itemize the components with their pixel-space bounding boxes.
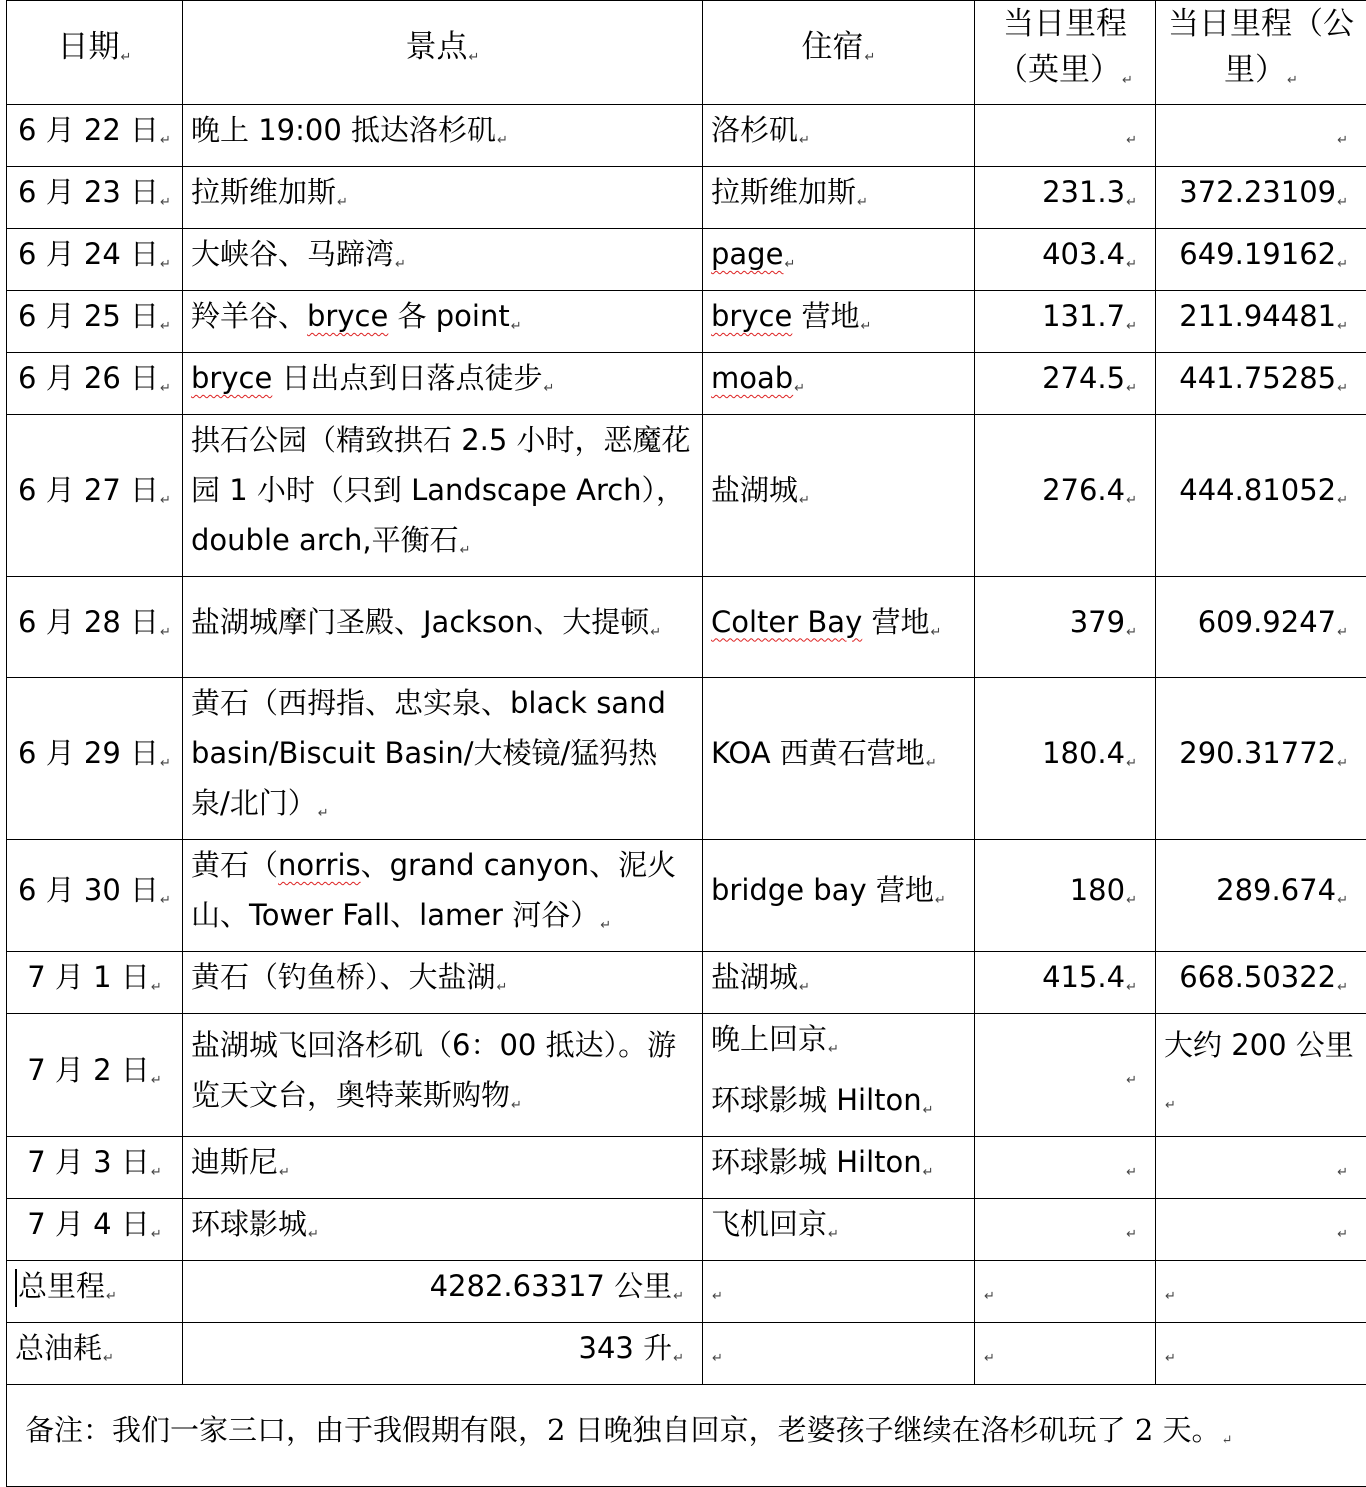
spots-cell: [183, 353, 703, 415]
paragraph-mark-icon: ↵: [160, 319, 171, 334]
km-text: 289.674: [1216, 873, 1336, 907]
paragraph-mark-icon: ↵: [460, 543, 471, 558]
spots-cell: [183, 415, 703, 577]
date-text: 6 月 22 日: [18, 113, 159, 147]
miles-text: 131.7: [1042, 299, 1125, 333]
spots-cell: [183, 840, 703, 952]
miles-cell: [975, 1137, 1156, 1199]
spots-text: 拱石公园（精致拱石 2.5 小时，恶魔花园 1 小时（只到 Landscape Arch），double arch,平衡石: [191, 423, 691, 557]
table-row: [7, 353, 1366, 415]
lodging-text: moab: [711, 361, 793, 395]
paragraph-mark-icon: ↵: [1126, 319, 1137, 334]
spots-cell: [183, 1199, 703, 1261]
lodging-text: 拉斯维加斯: [711, 175, 856, 209]
spots-text: 大峡谷、马蹄湾: [191, 237, 394, 271]
miles-text: 403.4: [1042, 237, 1125, 271]
paragraph-mark-icon: ↵: [1337, 133, 1348, 148]
paragraph-mark-icon: ↵: [799, 980, 810, 995]
paragraph-mark-icon: ↵: [160, 625, 171, 640]
date-text: 7 月 3 日: [27, 1145, 150, 1179]
lodging-cell: [703, 840, 975, 952]
spots-text: 黄石（钓鱼桥）、大盐湖: [191, 960, 496, 994]
empty-cell: [703, 1261, 975, 1323]
date-cell: [7, 678, 183, 840]
note-text: [7, 1385, 1366, 1487]
header-spots: 景点↵: [183, 1, 703, 105]
header-date: 日期↵: [7, 1, 183, 105]
lodging-text: bridge bay 营地: [711, 873, 934, 907]
paragraph-mark-icon: ↵: [1126, 1227, 1137, 1242]
paragraph-mark-icon: ↵: [799, 133, 810, 148]
paragraph-mark-icon: ↵: [279, 1165, 290, 1180]
lodging-cell: [703, 1199, 975, 1261]
date-text: 6 月 25 日: [18, 299, 159, 333]
lodging-cell: [703, 1137, 975, 1199]
spots-cell: [183, 577, 703, 678]
paragraph-mark-icon: ↵: [308, 1227, 319, 1242]
date-cell: [7, 353, 183, 415]
paragraph-mark-icon: ↵: [511, 1098, 522, 1113]
paragraph-mark-icon: ↵: [794, 381, 805, 396]
miles-text: 379: [1070, 605, 1125, 639]
paragraph-mark-icon: ↵: [1126, 381, 1137, 396]
paragraph-mark-icon: ↵: [784, 257, 795, 272]
paragraph-mark-icon: ↵: [1165, 1351, 1176, 1366]
miles-text: 415.4: [1042, 960, 1125, 994]
date-cell: [7, 952, 183, 1014]
date-cell: [7, 1014, 183, 1137]
lodging-cell: [703, 167, 975, 229]
lodging-text: 盐湖城: [711, 960, 798, 994]
spots-cell: [183, 291, 703, 353]
table-row: [7, 1014, 1366, 1137]
miles-cell: [975, 229, 1156, 291]
table-row: [7, 415, 1366, 577]
totals-label-text: 总油耗: [15, 1331, 102, 1365]
spots-text: 黄石（西拇指、忠实泉、black sand basin/Biscuit Basin/大棱镜/猛犸热泉/北门）: [191, 686, 666, 820]
lodging-cell: [703, 678, 975, 840]
date-text: 6 月 23 日: [18, 175, 159, 209]
header-km: 当日里程（公里）↵: [1156, 1, 1366, 105]
paragraph-mark-icon: ↵: [712, 1289, 723, 1304]
lodging-text: 营地: [792, 299, 859, 333]
empty-cell: [975, 1261, 1156, 1323]
totals-label-text: 总里程: [18, 1269, 105, 1303]
paragraph-mark-icon: ↵: [923, 1103, 934, 1118]
lodging-text: 环球影城 Hilton: [711, 1145, 922, 1179]
paragraph-mark-icon: ↵: [103, 1351, 114, 1366]
km-text: 372.23109: [1179, 175, 1336, 209]
paragraph-mark-icon: ↵: [1126, 1073, 1137, 1088]
miles-cell: [975, 415, 1156, 577]
itinerary-table: [6, 0, 1366, 1487]
paragraph-mark-icon: ↵: [926, 756, 937, 771]
paragraph-mark-icon: ↵: [1126, 257, 1137, 272]
km-cell: [1156, 291, 1366, 353]
paragraph-mark-icon: ↵: [1337, 493, 1348, 508]
table-row: [7, 952, 1366, 1014]
spots-cell: [183, 952, 703, 1014]
spots-text: 日出点到日落点徒步: [272, 361, 542, 395]
date-text: 6 月 29 日: [18, 736, 159, 770]
paragraph-mark-icon: ↵: [160, 257, 171, 272]
km-cell: [1156, 229, 1366, 291]
spots-text: 、grand canyon、泥火山、Tower Fall、lamer 河谷）: [191, 848, 676, 932]
paragraph-mark-icon: ↵: [160, 195, 171, 210]
paragraph-mark-icon: ↵: [1126, 756, 1137, 771]
miles-cell: [975, 291, 1156, 353]
km-text: 大约 200 公里: [1164, 1028, 1354, 1062]
spots-cell: [183, 1014, 703, 1137]
paragraph-mark-icon: ↵: [984, 1289, 995, 1304]
paragraph-mark-icon: ↵: [984, 1351, 995, 1366]
km-cell: [1156, 952, 1366, 1014]
date-text: 6 月 30 日: [18, 873, 159, 907]
km-text: 649.19162: [1179, 237, 1336, 271]
totals-value-text: 4282.63317 公里: [430, 1269, 673, 1303]
totals-label: [7, 1261, 183, 1323]
paragraph-mark-icon: ↵: [106, 1289, 117, 1304]
date-cell: [7, 840, 183, 952]
empty-cell: [1156, 1323, 1366, 1385]
paragraph-mark-icon: ↵: [511, 319, 522, 334]
paragraph-mark-icon: ↵: [600, 918, 611, 933]
paragraph-mark-icon: ↵: [799, 493, 810, 508]
paragraph-mark-icon: ↵: [923, 1165, 934, 1180]
spots-text: 晚上 19:00 抵达洛杉矶: [191, 113, 496, 147]
km-cell: [1156, 840, 1366, 952]
spots-text: norris: [278, 848, 361, 882]
totals-row: [7, 1261, 1366, 1323]
km-cell: [1156, 678, 1366, 840]
date-text: 7 月 2 日: [27, 1053, 150, 1087]
paragraph-mark-icon: ↵: [861, 319, 872, 334]
date-cell: [7, 577, 183, 678]
paragraph-mark-icon: ↵: [1337, 625, 1348, 640]
lodging-cell: [703, 291, 975, 353]
paragraph-mark-icon: ↵: [1337, 257, 1348, 272]
paragraph-mark-icon: ↵: [160, 756, 171, 771]
paragraph-mark-icon: ↵: [1337, 756, 1348, 771]
paragraph-mark-icon: ↵: [1337, 195, 1348, 210]
note-row: [7, 1385, 1366, 1487]
lodging-cell: [703, 229, 975, 291]
totals-row: [7, 1323, 1366, 1385]
date-text: 6 月 24 日: [18, 237, 159, 271]
lodging-text: 洛杉矶: [711, 113, 798, 147]
spots-text: 盐湖城摩门圣殿、Jackson、大提顿: [191, 605, 649, 639]
spots-cell: [183, 678, 703, 840]
spots-cell: [183, 105, 703, 167]
date-cell: [7, 167, 183, 229]
date-text: 7 月 4 日: [27, 1207, 150, 1241]
paragraph-mark-icon: ↵: [544, 381, 555, 396]
paragraph-mark-icon: ↵: [1126, 1165, 1137, 1180]
paragraph-mark-icon: ↵: [1126, 133, 1137, 148]
empty-cell: [1156, 1261, 1366, 1323]
table-row: [7, 678, 1366, 840]
date-cell: [7, 105, 183, 167]
paragraph-mark-icon: ↵: [1337, 893, 1348, 908]
lodging-text: KOA 西黄石营地: [711, 736, 925, 770]
paragraph-mark-icon: ↵: [151, 1073, 162, 1088]
paragraph-mark-icon: ↵: [1165, 1098, 1176, 1113]
paragraph-mark-icon: ↵: [151, 980, 162, 995]
paragraph-mark-icon: ↵: [857, 195, 868, 210]
date-text: 7 月 1 日: [27, 960, 150, 994]
spots-text: 盐湖城飞回洛杉矶（6：00 抵达）。游览天文台，奥特莱斯购物: [191, 1028, 676, 1112]
miles-cell: [975, 1014, 1156, 1137]
paragraph-mark-icon: ↵: [337, 195, 348, 210]
paragraph-mark-icon: ↵: [1337, 980, 1348, 995]
paragraph-mark-icon: ↵: [1126, 493, 1137, 508]
miles-text: 274.5: [1042, 361, 1125, 395]
note-content: 备注：我们一家三口，由于我假期有限，2 日晚独自回京，老婆孩子继续在洛杉矶玩了 2 天。: [25, 1413, 1221, 1447]
spots-cell: [183, 1137, 703, 1199]
table-row: [7, 840, 1366, 952]
paragraph-mark-icon: ↵: [497, 133, 508, 148]
spots-cell: [183, 167, 703, 229]
paragraph-mark-icon: ↵: [160, 893, 171, 908]
km-text: 211.94481: [1179, 299, 1336, 333]
lodging-text: page: [711, 237, 783, 271]
miles-text: 276.4: [1042, 473, 1125, 507]
empty-cell: [703, 1323, 975, 1385]
miles-cell: [975, 678, 1156, 840]
miles-cell: [975, 105, 1156, 167]
lodging-cell: [703, 1014, 975, 1137]
paragraph-mark-icon: ↵: [151, 1165, 162, 1180]
spots-text: 迪斯尼: [191, 1145, 278, 1179]
spots-text: 黄石（: [191, 848, 278, 882]
km-cell: [1156, 1137, 1366, 1199]
lodging-cell: [703, 353, 975, 415]
paragraph-mark-icon: ↵: [1222, 1433, 1233, 1448]
lodging-line: 环球影城 Hilton: [711, 1083, 922, 1117]
paragraph-mark-icon: ↵: [673, 1289, 684, 1304]
date-cell: [7, 415, 183, 577]
header-row: [7, 1, 1366, 105]
paragraph-mark-icon: ↵: [1126, 195, 1137, 210]
paragraph-mark-icon: ↵: [1337, 1165, 1348, 1180]
paragraph-mark-icon: ↵: [1165, 1289, 1176, 1304]
date-cell: [7, 1137, 183, 1199]
km-cell: [1156, 167, 1366, 229]
lodging-cell: [703, 952, 975, 1014]
totals-value-text: 343 升: [579, 1331, 673, 1365]
header-lodging: 住宿↵: [703, 1, 975, 105]
paragraph-mark-icon: ↵: [673, 1351, 684, 1366]
date-text: 6 月 26 日: [18, 361, 159, 395]
lodging-cell: [703, 105, 975, 167]
spots-text: bryce: [307, 299, 388, 333]
table-row: [7, 291, 1366, 353]
paragraph-mark-icon: ↵: [1126, 893, 1137, 908]
lodging-text: bryce: [711, 299, 792, 333]
spots-text: 羚羊谷、: [191, 299, 307, 333]
totals-label: [7, 1323, 183, 1385]
paragraph-mark-icon: ↵: [1337, 381, 1348, 396]
spots-text: 拉斯维加斯: [191, 175, 336, 209]
table-row: [7, 229, 1366, 291]
table-row: [7, 167, 1366, 229]
km-cell: [1156, 577, 1366, 678]
table-row: [7, 1137, 1366, 1199]
km-text: 441.75285: [1179, 361, 1336, 395]
miles-cell: [975, 353, 1156, 415]
km-cell: [1156, 1014, 1366, 1137]
paragraph-mark-icon: ↵: [930, 625, 941, 640]
lodging-line: 晚上回京: [711, 1022, 827, 1056]
table-row: [7, 105, 1366, 167]
lodging-text: Colter Bay: [711, 605, 862, 639]
miles-cell: [975, 840, 1156, 952]
km-text: 290.31772: [1179, 736, 1336, 770]
km-cell: [1156, 105, 1366, 167]
date-cell: [7, 1199, 183, 1261]
totals-value: [183, 1323, 703, 1385]
km-text: 444.81052: [1179, 473, 1336, 507]
miles-cell: [975, 952, 1156, 1014]
lodging-text: 营地: [862, 605, 929, 639]
paragraph-mark-icon: ↵: [712, 1351, 723, 1366]
paragraph-mark-icon: ↵: [828, 1042, 839, 1057]
table-row: [7, 1199, 1366, 1261]
paragraph-mark-icon: ↵: [395, 257, 406, 272]
miles-text: 180: [1070, 873, 1125, 907]
empty-cell: [975, 1323, 1156, 1385]
lodging-cell: [703, 415, 975, 577]
paragraph-mark-icon: ↵: [650, 625, 661, 640]
paragraph-mark-icon: ↵: [1126, 625, 1137, 640]
km-cell: [1156, 415, 1366, 577]
spots-cell: [183, 229, 703, 291]
paragraph-mark-icon: ↵: [151, 1227, 162, 1242]
miles-cell: [975, 577, 1156, 678]
paragraph-mark-icon: ↵: [160, 133, 171, 148]
paragraph-mark-icon: ↵: [497, 980, 508, 995]
km-text: 668.50322: [1179, 960, 1336, 994]
km-text: 609.9247: [1198, 605, 1336, 639]
paragraph-mark-icon: ↵: [318, 806, 329, 821]
header-miles: 当日里程（英里）↵: [975, 1, 1156, 105]
totals-value: [183, 1261, 703, 1323]
miles-text: 231.3: [1042, 175, 1125, 209]
miles-cell: [975, 1199, 1156, 1261]
lodging-text: 飞机回京: [711, 1207, 827, 1241]
spots-text: 环球影城: [191, 1207, 307, 1241]
miles-cell: [975, 167, 1156, 229]
table-row: [7, 577, 1366, 678]
km-cell: [1156, 1199, 1366, 1261]
lodging-cell: [703, 577, 975, 678]
paragraph-mark-icon: ↵: [1337, 1227, 1348, 1242]
paragraph-mark-icon: ↵: [935, 893, 946, 908]
date-cell: [7, 229, 183, 291]
date-text: 6 月 28 日: [18, 605, 159, 639]
km-cell: [1156, 353, 1366, 415]
miles-text: 180.4: [1042, 736, 1125, 770]
paragraph-mark-icon: ↵: [828, 1227, 839, 1242]
paragraph-mark-icon: ↵: [1337, 319, 1348, 334]
date-cell: [7, 291, 183, 353]
spots-text: 各 point: [388, 299, 509, 333]
paragraph-mark-icon: ↵: [160, 381, 171, 396]
paragraph-mark-icon: ↵: [160, 493, 171, 508]
spots-text: bryce: [191, 361, 272, 395]
date-text: 6 月 27 日: [18, 473, 159, 507]
paragraph-mark-icon: ↵: [1126, 980, 1137, 995]
text-cursor-icon: [15, 1269, 17, 1307]
lodging-text: 盐湖城: [711, 473, 798, 507]
